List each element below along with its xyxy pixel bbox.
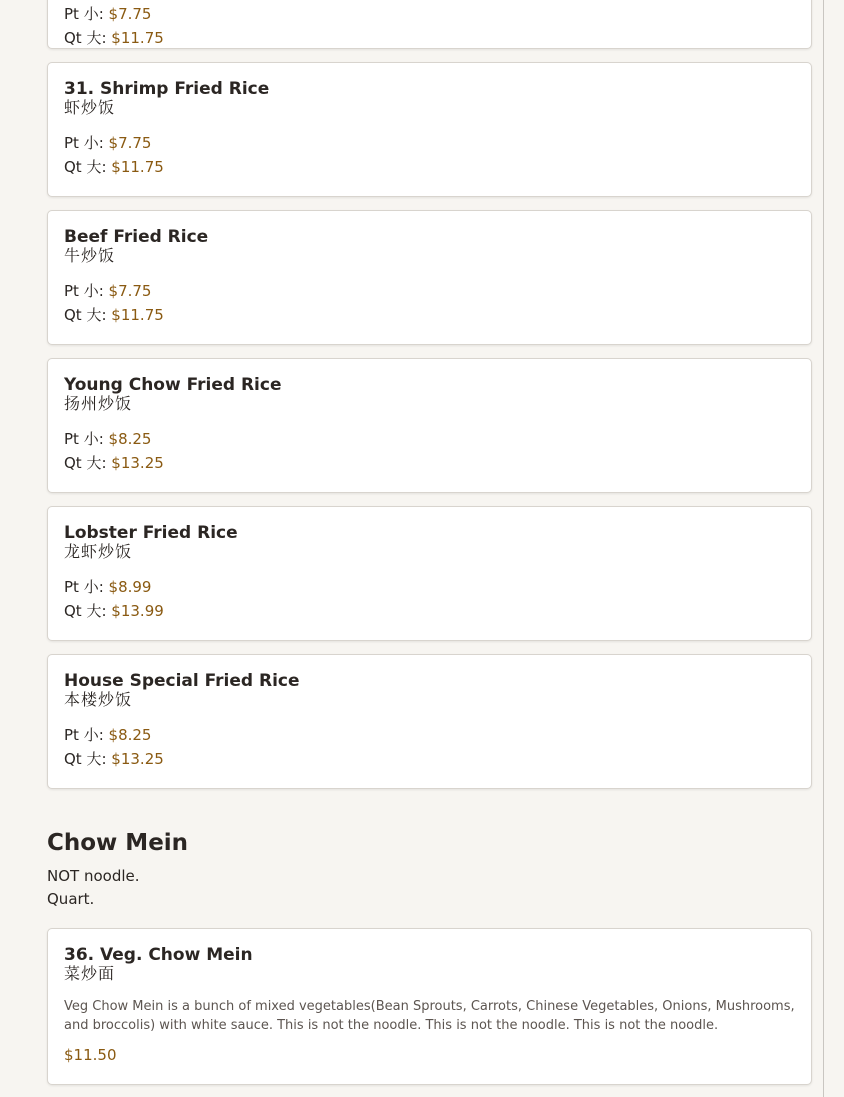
quart-price: $13.25 [111,454,164,472]
section-note: NOT noodle. [47,867,140,885]
item-name: Lobster Fried Rice [64,523,238,543]
menu-content [47,0,812,1097]
item-name: 36. Veg. Chow Mein [64,945,253,965]
item-chinese-name: 牛炒饭 [64,246,116,265]
section-note: Quart. [47,890,95,908]
pint-price-line [64,575,795,599]
item-description: Veg Chow Mein is a bunch of mixed vegetables(Bean Sprouts, Carrots, Chinese Vegetables, Onions, Mushrooms, and broccolis) with white sauce. This is not the noodle. This is not the noodle. This is not the noodle. [64,999,795,1033]
item-chinese-name: 本楼炒饭 [64,690,133,709]
item-name: 31. Shrimp Fried Rice [64,79,270,99]
item-chinese-name: 龙虾炒饭 [64,542,133,561]
pint-label: Pt 小: [64,430,104,448]
menu-item-card-partial[interactable] [47,0,812,49]
pint-price: $8.25 [108,726,152,744]
quart-label: Qt 大: [64,306,107,324]
item-name: Young Chow Fried Rice [64,375,282,395]
quart-price-line [64,155,795,179]
menu-item-card[interactable] [47,654,812,789]
quart-price: $13.99 [111,602,164,620]
quart-label: Qt 大: [64,29,107,47]
pint-price-line [64,279,795,303]
item-chinese-name: 扬州炒饭 [64,394,133,413]
pint-price: $7.75 [108,134,152,152]
quart-price: $11.75 [111,158,164,176]
menu-item-card[interactable] [47,62,812,197]
quart-price-line [64,303,795,327]
quart-label: Qt 大: [64,454,107,472]
item-chinese-name: 菜炒面 [64,964,116,983]
pint-price: $7.75 [108,5,152,23]
pint-label: Pt 小: [64,282,104,300]
pint-price-line [64,427,795,451]
quart-price-line [64,26,795,50]
item-chinese-name: 虾炒饭 [64,98,116,117]
quart-price: $11.75 [111,306,164,324]
section-title: Chow Mein [47,830,189,856]
menu-item-card[interactable] [47,928,812,1085]
quart-price-line [64,451,795,475]
menu-item-card[interactable] [47,358,812,493]
pint-label: Pt 小: [64,134,104,152]
pint-price: $8.99 [108,578,152,596]
pint-price-line [64,723,795,747]
section-header [47,829,812,911]
quart-price: $11.75 [111,29,164,47]
menu-item-card[interactable] [47,506,812,641]
pint-label: Pt 小: [64,5,104,23]
item-name: Beef Fried Rice [64,227,209,247]
pint-price: $7.75 [108,282,152,300]
menu-item-card[interactable] [47,210,812,345]
quart-label: Qt 大: [64,158,107,176]
quart-label: Qt 大: [64,602,107,620]
item-price: $11.50 [64,1046,117,1064]
item-name: House Special Fried Rice [64,671,300,691]
pint-price: $8.25 [108,430,152,448]
quart-price-line [64,747,795,771]
quart-price-line [64,599,795,623]
pint-label: Pt 小: [64,578,104,596]
quart-price: $13.25 [111,750,164,768]
pint-price-line [64,131,795,155]
pint-label: Pt 小: [64,726,104,744]
quart-label: Qt 大: [64,750,107,768]
pint-price-line [64,2,795,26]
